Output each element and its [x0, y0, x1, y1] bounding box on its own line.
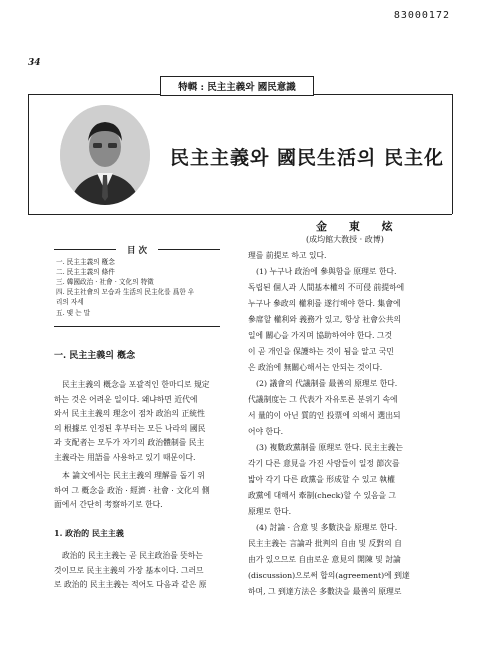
- text-line: 由가 있으므로 自由로운 意見의 開陳 및 討論: [248, 555, 401, 564]
- text-line: 政黨에 대해서 牽制(check)할 수 있음을 그: [248, 491, 397, 500]
- text-line: 하며, 그 到達方法은 多數決을 最善의 原理로: [248, 587, 402, 596]
- text-line: 本 論文에서는 民主主義의 理解를 돕기 위: [62, 471, 205, 480]
- text-line: 理를 前提로 하고 있다.: [248, 251, 327, 260]
- text-line: 로 政治的 民主主義는 적어도 다음과 같은 原: [54, 580, 207, 589]
- text-line: 독립된 個人과 人間基本權의 不可侵 前提하에: [248, 283, 405, 292]
- section-tag: 特輯 : 民主主義와 國民意識: [160, 76, 314, 96]
- text-line: 각기 다른 意見을 가진 사람들이 일정 節次를: [248, 459, 400, 468]
- left-paragraph-2: [54, 469, 210, 513]
- text-line: (1) 누구나 政治에 參與함을 原理로 한다.: [256, 267, 397, 276]
- text-line: 하여 그 槪念을 政治 · 經濟 · 社會 · 文化의 側: [54, 485, 210, 495]
- text-line: 民主主義의 槪念을 포괄적인 한마디로 規定: [62, 380, 210, 389]
- text-line: 原理로 한다.: [248, 507, 292, 516]
- text-line: 民主主義는 言論과 批判의 自由 및 反對의 自: [248, 539, 402, 548]
- toc-item: 一. 民主主義의 槪念: [56, 258, 115, 266]
- page-number: 34: [28, 58, 41, 68]
- text-line: (3) 複數政黨制를 原理로 한다. 民主主義는: [256, 443, 403, 452]
- header-right-rule: [452, 94, 453, 214]
- text-line: 어야 한다.: [248, 427, 284, 436]
- toc-item: 二. 民主主義의 條件: [56, 268, 115, 276]
- article-title: 民主主義와 國民生活의 民主化: [170, 147, 444, 169]
- left-paragraph-3: [54, 549, 207, 593]
- text-line: 參席할 權利와 義務가 있고, 항상 社會公共의: [248, 315, 402, 324]
- header-bottom-rule: [28, 214, 452, 215]
- text-line: (2) 議會의 代議制를 最善의 原理로 한다.: [256, 379, 398, 388]
- text-line: 과 支配者는 모두가 자기의 政治體制를 民主: [54, 438, 205, 447]
- text-line: (discussion)으로써 합의(agreement)에 到達: [248, 571, 410, 580]
- text-line: 서 量的이 아닌 質的인 投票에 의해서 選出되: [248, 411, 401, 420]
- text-line: 하는 것은 어려운 일이다. 왜냐하면 近代에: [54, 394, 198, 404]
- author-name: 金 東 炫: [316, 220, 402, 233]
- table-of-contents: [54, 244, 220, 328]
- text-line: 의 根據로 인정된 후부터는 모든 나라의 國民: [54, 423, 206, 433]
- left-paragraph-1: [54, 378, 210, 465]
- text-line: 와서 民主主義의 理念이 점차 政治의 正統性: [54, 409, 205, 418]
- text-line: 政治的 民主主義는 곧 民主政治를 뜻하는: [62, 551, 203, 560]
- section-heading: 一. 民主主義의 槪念: [54, 351, 136, 361]
- text-line: 이 곧 개인을 保護하는 것이 됨을 알고 국민: [248, 347, 394, 356]
- toc-heading: 目 次: [127, 246, 147, 256]
- header-left-rule: [28, 94, 29, 214]
- author-affiliation: (成均館大敎授 · 政博): [306, 235, 384, 244]
- author-photo: [60, 105, 150, 205]
- text-line: 것이므로 民主主義의 가장 基本이다. 그러므: [54, 565, 204, 575]
- document-id: 83000172: [393, 10, 450, 21]
- text-line: 일에 關心을 가지며 協助하여야 한다. 그것: [248, 331, 392, 340]
- toc-item: 五. 맺 는 말: [56, 309, 91, 317]
- text-line: 面에서 간단히 考察하기로 한다.: [54, 500, 163, 509]
- right-column: [248, 248, 410, 600]
- toc-bottom-rule: [54, 326, 220, 327]
- text-line: 代議制度는 그 代表가 자유토론 분위기 속에: [248, 395, 398, 404]
- subsection-heading: 1. 政治的 民主主義: [54, 528, 124, 538]
- toc-item: 三. 韓國政治 · 社會 · 文化의 特徵: [56, 278, 154, 286]
- text-line: 主義라는 用語를 사용하고 있기 때문이다.: [54, 452, 196, 462]
- text-line: 은 政治에 無關心해서는 안되는 것이다.: [248, 363, 383, 372]
- toc-item: 四. 民主社會의 모습과 生活의 民主化를 爲한 우: [56, 288, 195, 296]
- text-line: 밟아 각기 다른 政黨을 形成할 수 있고 執權: [248, 475, 395, 484]
- toc-item: 리의 자세: [56, 298, 84, 306]
- text-line: (4) 討論 · 合意 및 多數決을 原理로 한다.: [256, 523, 398, 532]
- text-line: 누구나 參政의 權利를 遂行해야 한다. 集會에: [248, 299, 401, 308]
